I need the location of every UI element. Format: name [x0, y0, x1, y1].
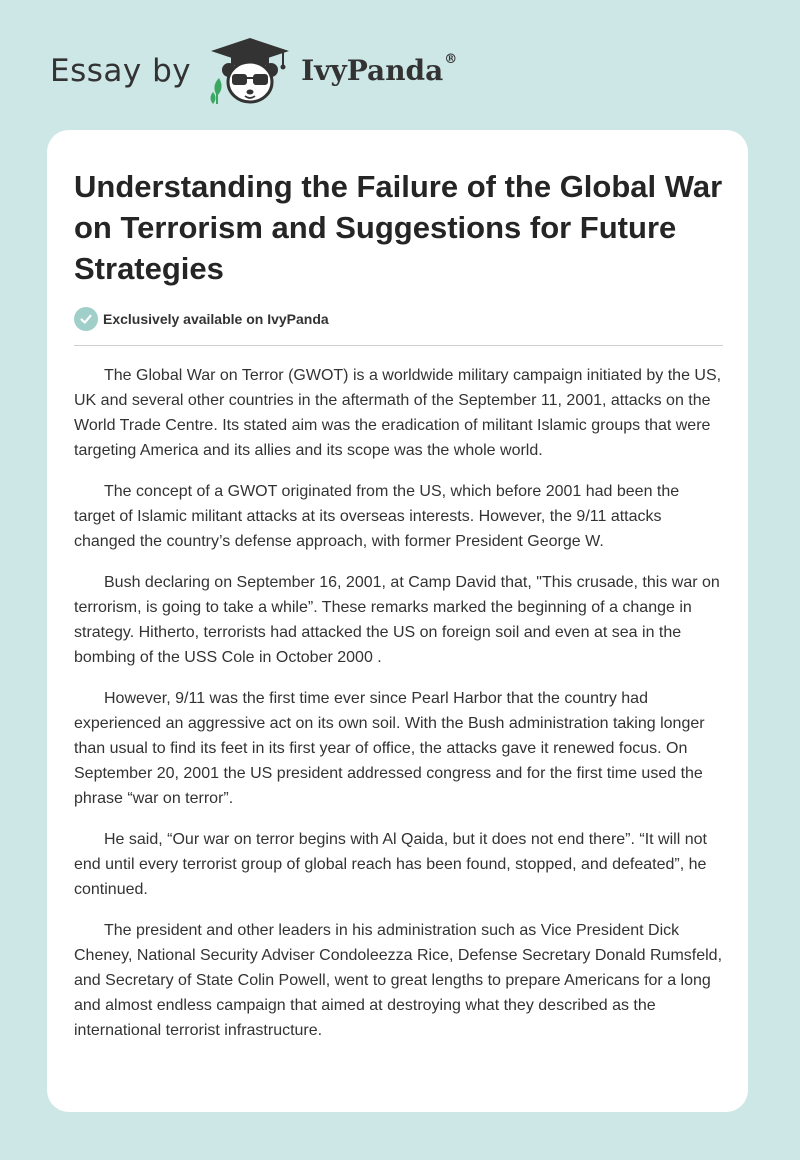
essay-paragraph: The concept of a GWOT originated from the US, which before 2001 had been the target of Islamic militant attacks at its overseas interests. However, the 9/11 attacks changed the country’s defense approach, with former President George W. — [74, 483, 680, 550]
essay-title: Understanding the Failure of the Global War on Terrorism and Suggestions for Future Strategies — [74, 169, 723, 286]
brand-prefix: Essay by — [50, 52, 192, 89]
brand-header[interactable] — [50, 36, 457, 106]
essay-paragraph: He said, “Our war on terror begins with Al Qaida, but it does not end there”. “It will not end until every terrorist group of global reach has been found, stopped, and defeated”, he continued. — [74, 831, 707, 898]
essay-paragraph: The president and other leaders in his administration such as Vice President Dick Cheney, National Security Adviser Condoleezza Rice, Defense Secretary Donald Rumsfeld, and Secretary of State Colin Powell, went to great lengths to prepare Americans for a long and almost endless campaign that aimed at destroying what they described as the international terrorist infrastructure. — [74, 922, 723, 1039]
availability-badge — [74, 307, 329, 331]
panda-graduate-icon — [205, 36, 295, 106]
essay-paragraph: However, 9/11 was the first time ever since Pearl Harbor that the country had experienced an aggressive act on its own soil. With the Bush administration taking longer than usual to find its feet in its first year of office, the attacks gave it renewed focus. On September 20, 2001 the US president addressed congress and for the first time used the phrase “war on terror”. — [74, 690, 705, 807]
checkmark-circle-icon — [74, 307, 98, 331]
registered-mark: ® — [444, 52, 458, 67]
essay-paragraph: Bush declaring on September 16, 2001, at Camp David that, "This crusade, this war on terrorism, is going to take a while”. These remarks marked the beginning of a change in strategy. Hitherto, terrorists had attacked the US on foreign soil and even at sea in the bombing of the USS Cole in October 2000 . — [74, 574, 720, 666]
title-divider — [74, 345, 723, 346]
brand-name: IvyPanda® — [301, 52, 458, 87]
essay-body — [74, 363, 724, 1059]
essay-card — [47, 130, 748, 1112]
essay-paragraph: The Global War on Terror (GWOT) is a worldwide military campaign initiated by the US, UK and several other countries in the aftermath of the September 11, 2001, attacks on the World Trade Centre. Its stated aim was the eradication of militant Islamic groups that were targeting America and its allies and its scope was the whole world. — [74, 367, 722, 459]
availability-label: Exclusively available on IvyPanda — [103, 311, 329, 327]
